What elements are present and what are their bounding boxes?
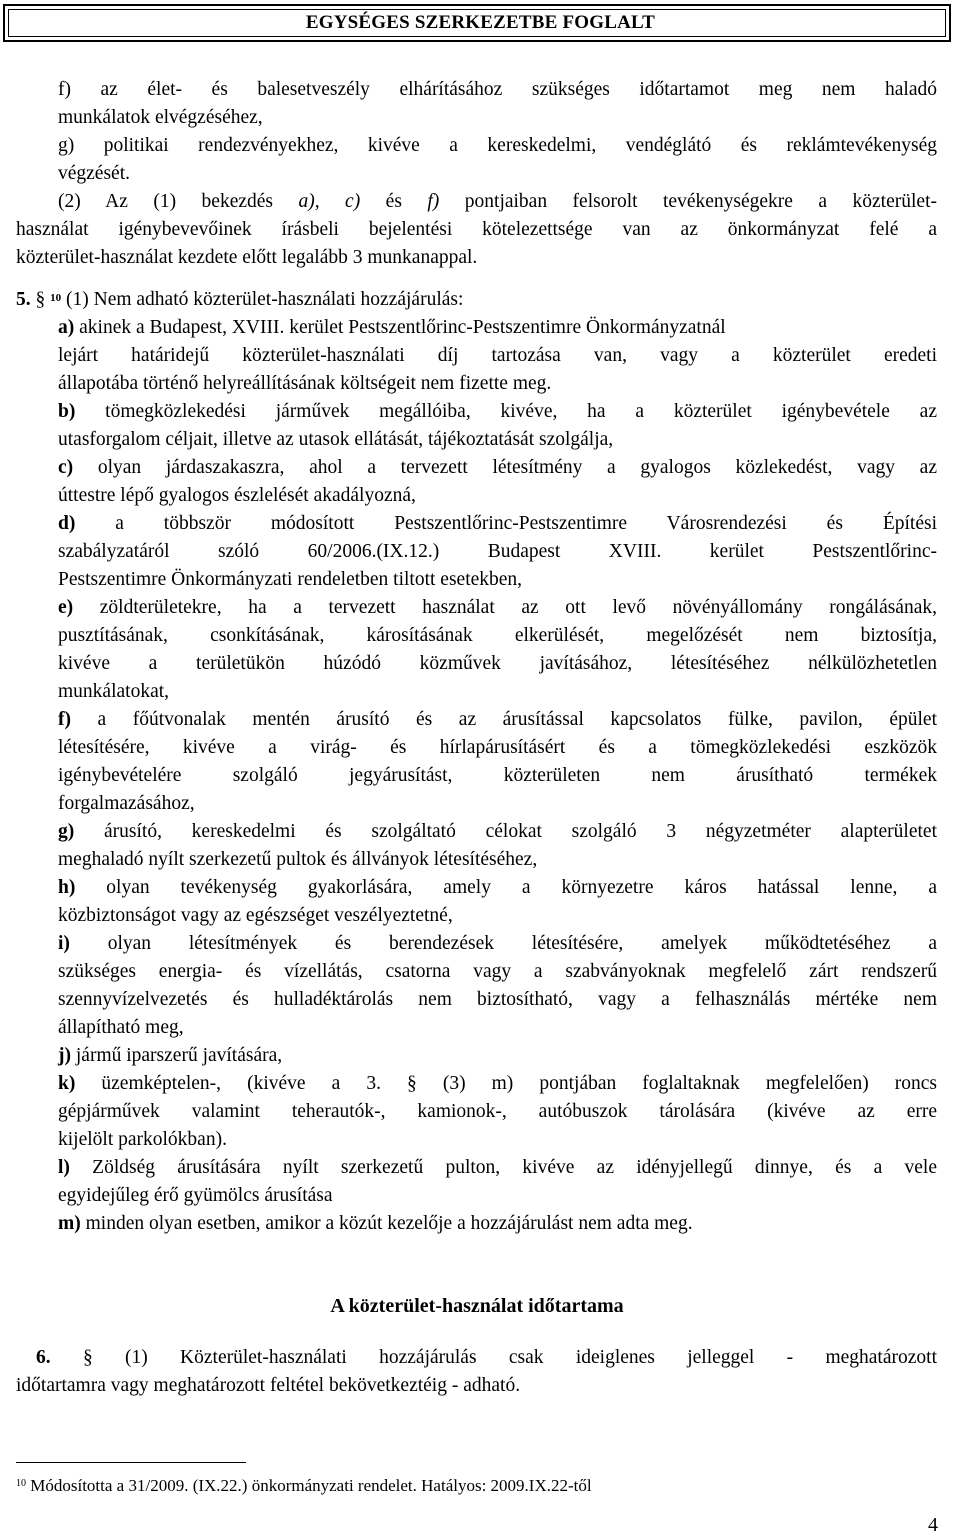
item-e-line: e) zöldterületekre, ha a tervezett használat az ott levő növényállomány rongálásának, [58, 597, 937, 618]
item-f-line: igénybevételére szolgáló jegyárusítást, közterületen nem árusítható termékek [58, 765, 937, 786]
header-title: EGYSÉGES SZERKEZETBE FOGLALT [305, 12, 655, 33]
item-f-line: f) a főútvonalak mentén árusító és az árusítással kapcsolatos fülke, pavilon, épület [58, 709, 937, 730]
item-d-line: d) a többször módosított Pestszentlőrinc-Pestszentimre Városrendezési és Építési [58, 513, 937, 534]
item-b-line: utasforgalom céljait, illetve az utasok ellátását, tájékoztatását szolgálja, [58, 429, 614, 450]
item-l-line: l) Zöldség árusítására nyílt szerkezetű pulton, kivéve az idényjellegű dinnye, és a vele [58, 1157, 937, 1178]
document-header-box [3, 4, 951, 42]
item-e-line: kivéve a területükön húzódó közművek javításához, létesítéséhez nélkülözhetetlen [58, 653, 937, 674]
item-g-line: meghaladó nyílt szerkezetű pultok és állványok létesítéséhez, [58, 849, 538, 870]
item-e-line: pusztításának, csonkításának, károsításának elkerülését, megelőzését nem biztosítja, [58, 625, 937, 646]
section-heading: A közterület-használat időtartama [330, 1295, 624, 1317]
item-f-line: forgalmazásához, [58, 793, 195, 814]
item-j-line: j) jármű iparszerű javítására, [58, 1045, 283, 1066]
section-6-line: időtartamra vagy meghatározott feltétel bekövetkeztéig - adható. [16, 1375, 521, 1396]
item-k-line: gépjárművek valamint teherautók-, kamionok-, autóbuszok tárolására (kivéve az erre [58, 1101, 937, 1122]
item-f-line: létesítésére, kivéve a virág- és hírlapárusításért és a tömegközlekedési eszközök [58, 737, 937, 758]
footnote: $^{10}$ Módosította a 31/2009. (IX.22.) önkormányzati rendelet. Hatályos: 2009.IX.22-től [16, 1476, 592, 1495]
item-a-line: a) akinek a Budapest, XVIII. kerület Pestszentlőrinc-Pestszentimre Önkormányzatnál [58, 317, 726, 338]
item-a-line: lejárt határidejű közterület-használati díj tartozása van, vagy a közterület eredeti [58, 345, 937, 366]
item-i-line: szükséges energia- és vízellátás, csatorna vagy a szabványoknak megfelelő zárt rendszerű [58, 961, 937, 982]
text-line: g) politikai rendezvényekhez, kivéve a kereskedelmi, vendéglátó és reklámtevékenység [58, 135, 937, 156]
paragraph-2-line: (2) Az (1) bekezdés a), c) és f) pontjaiban felsorolt tevékenységekre a közterület- [58, 191, 937, 212]
item-i-line: állapítható meg, [58, 1017, 184, 1038]
item-k-line: kijelölt parkolókban). [58, 1129, 227, 1150]
item-h-line: h) olyan tevékenység gyakorlására, amely a környezetre káros hatással lenne, a [58, 877, 937, 898]
item-k-line: k) üzemképtelen-, (kivéve a 3. § (3) m) pontjában foglaltaknak megfelelően) roncs [58, 1073, 937, 1094]
document-header-inner [8, 9, 946, 37]
item-d-line: szabályzatáról szóló 60/2006.(IX.12.) Budapest XVIII. kerület Pestszentlőrinc- [58, 541, 937, 562]
text-line: munkálatok elvégzéséhez, [58, 107, 263, 128]
item-i-line: szennyvízelvezetés és hulladéktárolás nem biztosítható, vagy a felhasználás mértéke nem [58, 989, 937, 1010]
item-e-line: munkálatokat, [58, 681, 170, 702]
item-d-line: Pestszentimre Önkormányzati rendeletben tiltott esetekben, [58, 569, 523, 590]
item-g-line: g) árusító, kereskedelmi és szolgáltató célokat szolgáló 3 négyzetméter alapterületet [58, 821, 937, 842]
section-5-title: 5. § $^{10}$ (1) Nem adható közterület-használati hozzájárulás: [16, 289, 464, 310]
item-m-line: m) minden olyan esetben, amikor a közút kezelője a hozzájárulást nem adta meg. [58, 1213, 693, 1234]
paragraph-2-line: használat igénybevevőinek írásbeli bejelentési kötelezettsége van az önkormányzat felé a [16, 219, 937, 240]
item-b-line: b) tömegközlekedési járművek megállóiba, kivéve, ha a közterület igénybevétele az [58, 401, 937, 422]
footnote-ref: 10 [50, 292, 62, 304]
paragraph-2-line: közterület-használat kezdete előtt legalább 3 munkanappal. [16, 247, 478, 268]
item-c-line: úttestre lépő gyalogos észlelését akadályozná, [58, 485, 416, 506]
section-6-line: 6. § (1) Közterület-használati hozzájárulás csak ideiglenes jelleggel - meghatározott [36, 1347, 937, 1368]
item-l-line: egyidejűleg érő gyümölcs árusítása [58, 1185, 333, 1206]
item-c-line: c) olyan járdaszakaszra, ahol a tervezett létesítmény a gyalogos közlekedést, vagy az [58, 457, 937, 478]
text-line: végzését. [58, 163, 131, 184]
page-number: 4 [928, 1514, 938, 1536]
text-line: f) az élet- és balesetveszély elhárításához szükséges időtartamot meg nem haladó [58, 79, 937, 100]
item-a-line: állapotába történő helyreállításának költségeit nem fizette meg. [58, 373, 552, 394]
item-h-line: közbiztonságot vagy az egészséget veszélyeztetné, [58, 905, 453, 926]
footnote-separator [16, 1462, 246, 1463]
item-i-line: i) olyan létesítmények és berendezések létesítésére, amelyek működtetéséhez a [58, 933, 937, 954]
